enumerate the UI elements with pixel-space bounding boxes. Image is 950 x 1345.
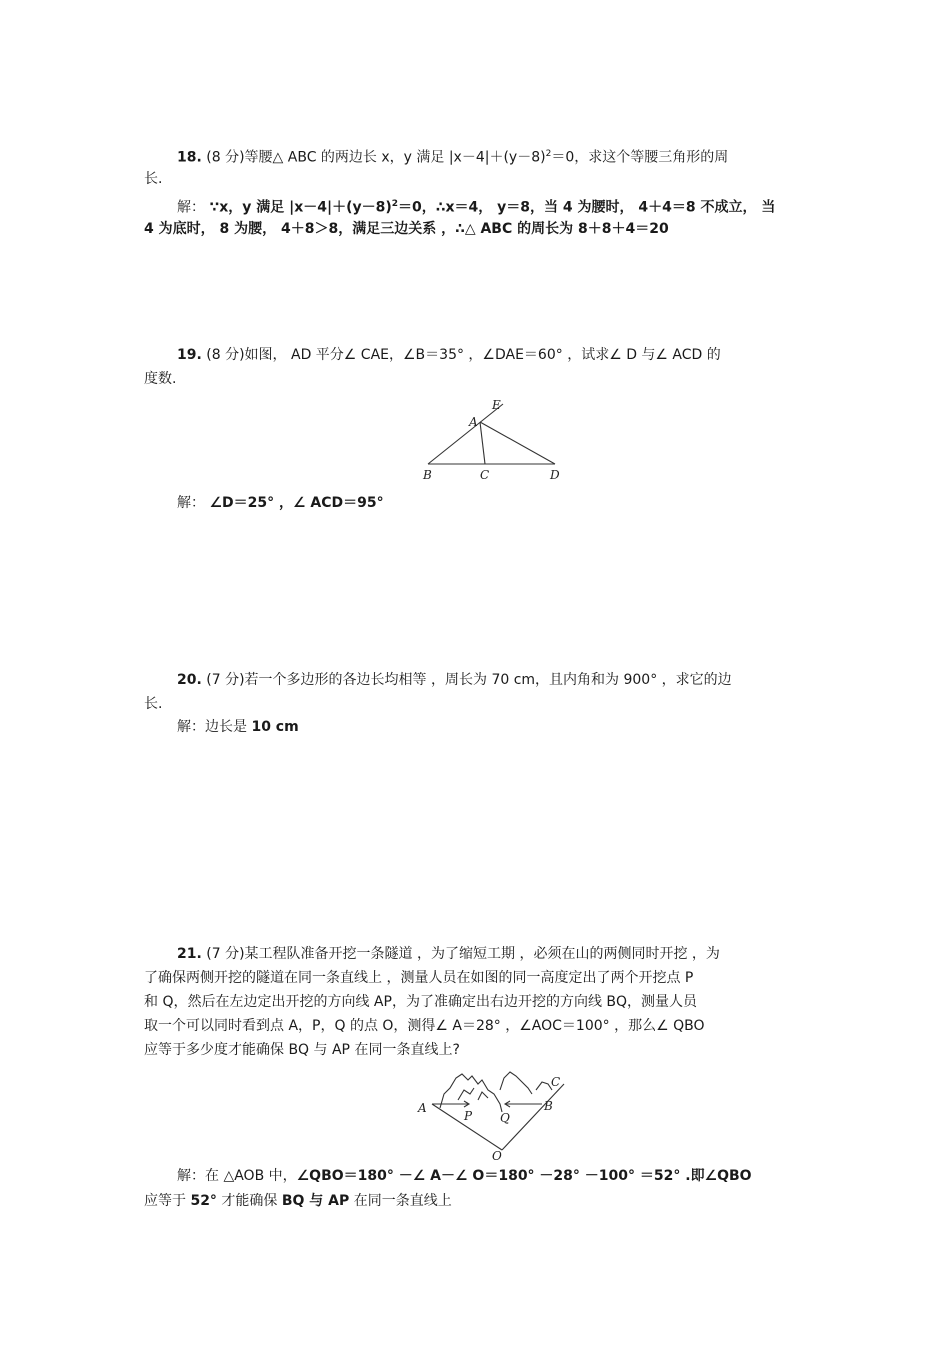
q18-superscript: 2 <box>545 149 552 159</box>
q21-solution-lines: BQ 与 AP <box>281 1193 350 1209</box>
q18-number: 18. <box>177 149 202 166</box>
q18-solution-a: ∵x，y 满足 |x－4|＋(y－8) <box>209 199 392 216</box>
q21-statement-line5: 应等于多少度才能确保 BQ 与 AP 在同一条直线上? <box>144 1042 460 1058</box>
q19-label-b: B <box>423 468 432 482</box>
q19-statement <box>177 345 806 365</box>
q20-text: (7 分)若一个多边形的各边长均相等 ，周长为 70 cm，且内角和为 900° ，求它的边 <box>206 672 732 688</box>
q19-text: (8 分)如图， AD 平分∠ CAE，∠B＝35° ，∠DAE＝60° ，试求∠ D 与∠ ACD 的 <box>206 347 721 363</box>
q21-label-b: B <box>544 1099 553 1113</box>
q21-number: 21. <box>177 946 202 962</box>
q19-solution-text: ∠D＝25° ，∠ ACD＝95° <box>209 495 384 511</box>
q19-line-ad <box>480 422 555 464</box>
q20-statement-cont: 长. <box>144 696 163 712</box>
q21-label-q: Q <box>500 1111 510 1125</box>
q21-solution-answer: 52° <box>190 1193 217 1209</box>
q19-statement-cont: 度数. <box>144 371 177 387</box>
q19-number: 19. <box>177 347 202 363</box>
q20-number: 20. <box>177 672 202 688</box>
q21-label-a: A <box>418 1101 427 1115</box>
q19-solution-prefix: 解： <box>177 495 205 511</box>
q21-mountain-right <box>500 1072 532 1094</box>
q21-statement-line4: 取一个可以同时看到点 A，P，Q 的点 O，测得∠ A＝28° ，∠AOC＝100° ，那么∠ QBO <box>144 1018 705 1034</box>
q18-statement <box>177 144 806 168</box>
q18-solution-prefix: 解： <box>177 199 205 216</box>
q18-solution-line1 <box>177 194 806 218</box>
q19-label-d: D <box>550 468 560 482</box>
q20-solution-prefix: 解：边长是 <box>177 719 247 735</box>
q20-solution-answer: 10 cm <box>251 719 299 735</box>
q21-mountain-small <box>536 1082 552 1090</box>
q19-line-be <box>428 404 503 464</box>
q18-text-b: ＝0，求这个等腰三角形的周 <box>551 149 729 166</box>
q20-solution <box>177 717 806 737</box>
q21-solution-equation: ∠QBO＝180° －∠ A－∠ O＝180° －28° －100° ＝52° . <box>296 1168 691 1184</box>
q21-statement-line1 <box>177 944 806 964</box>
q21-solution-text-a: 应等于 <box>144 1193 186 1209</box>
q21-solution-conclusion: 即∠QBO <box>690 1168 752 1184</box>
q18-solution-b: ＝0，∴x＝4， y＝8，当 4 为腰时， 4＋4＝8 不成立， 当 <box>398 199 776 216</box>
q21-statement-line2: 了确保两侧开挖的隧道在同一条直线上 ，测量人员在如图的同一高度定出了两个开挖点 P <box>144 970 694 986</box>
q21-label-c: C <box>551 1075 561 1089</box>
q18-solution-line2: 4 为底时， 8 为腰， 4＋8＞8，满足三边关系 ，∴△ ABC 的周长为 8＋8＋4＝20 <box>144 221 669 237</box>
q19-label-c: C <box>480 468 490 482</box>
q20-statement <box>177 670 806 690</box>
q19-triangle-figure <box>415 396 575 488</box>
q18-text-a: (8 分)等腰△ ABC 的两边长 x，y 满足 |x－4|＋(y－8) <box>206 149 546 166</box>
q21-solution-line2 <box>144 1191 806 1211</box>
q21-text1: (7 分)某工程队准备开挖一条隧道 ，为了缩短工期 ，必须在山的两侧同时开挖 ，为 <box>206 946 720 962</box>
q21-solution-text-c: 在同一条直线上 <box>353 1193 452 1209</box>
q19-label-e: E <box>492 398 501 412</box>
q21-label-p: P <box>464 1109 473 1123</box>
q21-solution-text-b: 才能确保 <box>221 1193 278 1209</box>
q19-line-ac <box>480 422 485 464</box>
q21-statement-line3: 和 Q，然后在左边定出开挖的方向线 AP，为了准确定出右边开挖的方向线 BQ，测量人员 <box>144 994 698 1010</box>
q18-statement-cont: 长. <box>144 171 163 187</box>
q21-solution-line1 <box>177 1166 806 1186</box>
q18-solution-superscript: 2 <box>391 199 399 209</box>
q21-mountain-ridge-a <box>458 1088 474 1100</box>
q21-mountain-ridge-b <box>478 1092 488 1100</box>
q21-solution-prefix: 解：在 △AOB 中， <box>177 1168 297 1184</box>
q21-label-o: O <box>492 1149 502 1160</box>
q19-solution <box>177 493 806 513</box>
q21-tunnel-figure <box>412 1064 572 1160</box>
q21-line-oc <box>502 1084 564 1150</box>
q19-label-a: A <box>469 415 478 429</box>
